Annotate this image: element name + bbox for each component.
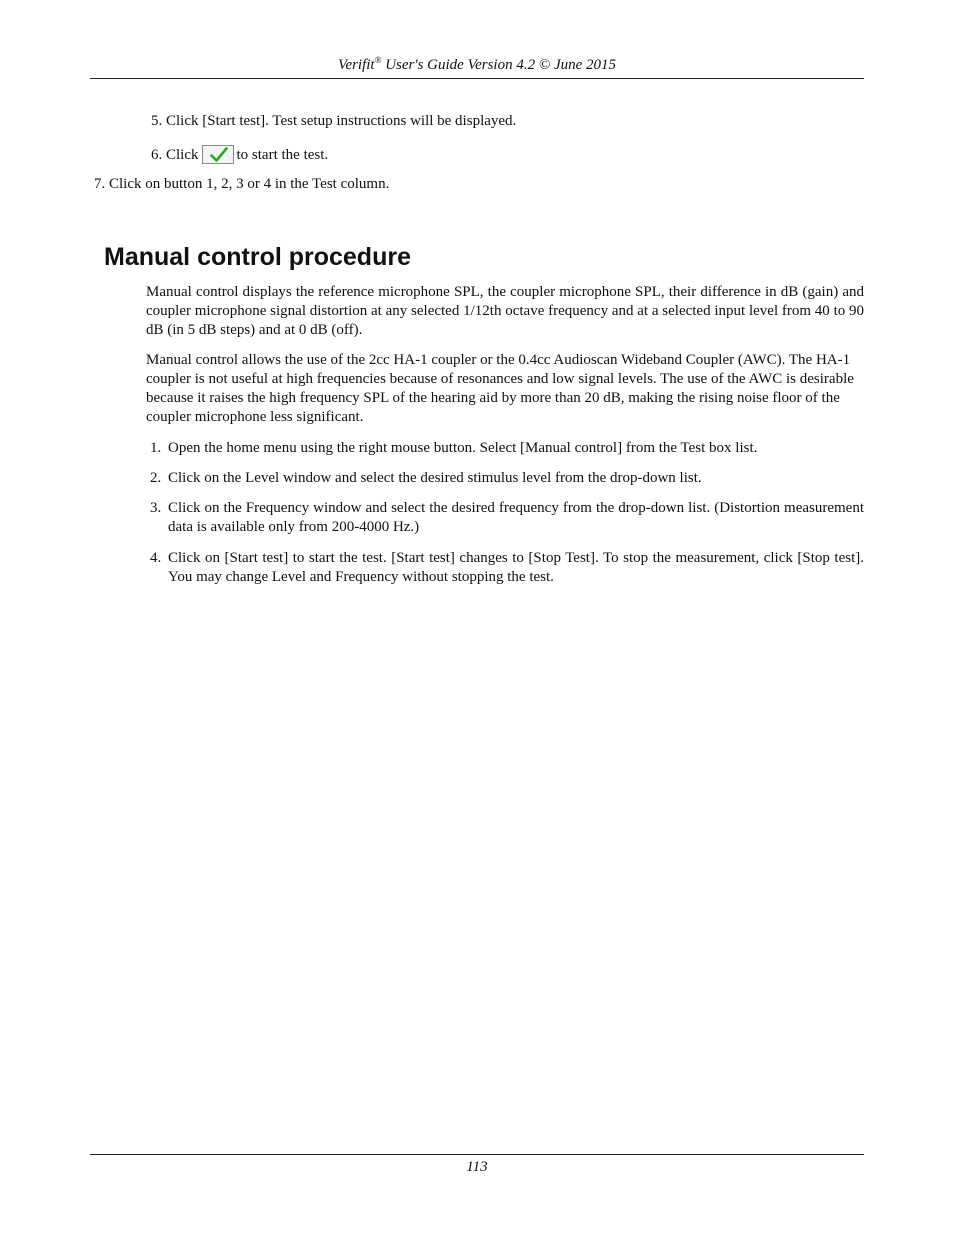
- list-text: Open the home menu using the right mouse button. Select [Manual control] from the Test box list.: [168, 440, 758, 456]
- start-test-checkmark-button[interactable]: [202, 145, 234, 164]
- step-7: [94, 175, 389, 194]
- registered-mark: ®: [374, 55, 382, 65]
- header-rule: [90, 78, 864, 79]
- list-item: [146, 439, 864, 458]
- step-text-post: to start the test.: [236, 147, 329, 163]
- footer-rule: [90, 1154, 864, 1155]
- step-number: 6.: [151, 147, 163, 163]
- list-number: 2.: [150, 470, 162, 486]
- header-brand: Verifit: [337, 57, 375, 73]
- checkmark-icon: [210, 147, 228, 163]
- page-number: 113: [466, 1159, 488, 1175]
- step-number: 5.: [151, 113, 163, 129]
- page-header: [90, 55, 864, 75]
- step-number: 7.: [94, 176, 106, 192]
- list-number: 3.: [150, 500, 162, 516]
- step-text-pre: Click: [166, 147, 199, 163]
- step-6: [151, 145, 328, 165]
- paragraph-1: Manual control displays the reference microphone SPL, the coupler microphone SPL, their difference in dB (gain) and coupler microphone signal distortion at any selected 1/12th octave frequency and at a selected input level from 40 to 90 dB (in 5 dB steps) and at 0 dB (off).: [146, 284, 864, 338]
- list-text: Click on the Frequency window and select the desired frequency from the drop-down list. (Distortion measurement data is available only from 200-4000 Hz.): [168, 500, 864, 535]
- step-5: [151, 112, 516, 131]
- header-title: User's Guide Version 4.2 © June 2015: [385, 57, 617, 73]
- list-text: Click on the Level window and select the desired stimulus level from the drop-down list.: [168, 470, 702, 486]
- list-item: [146, 469, 864, 488]
- list-text: Click on [Start test] to start the test. [Start test] changes to [Stop Test]. To stop the measurement, click [Stop test]. You may change Level and Frequency without stopping the test.: [168, 550, 864, 585]
- list-item: [146, 549, 864, 587]
- step-text: Click on button 1, 2, 3 or 4 in the Test column.: [109, 176, 390, 192]
- step-text: Click [Start test]. Test setup instructions will be displayed.: [166, 113, 517, 129]
- paragraph-2: Manual control allows the use of the 2cc HA-1 coupler or the 0.4cc Audioscan Wideband Coupler (AWC). The HA-1 coupler is not useful at high frequencies because of resonances and low signal levels. The use of the AWC is desirable because it raises the high frequency SPL of the hearing aid by more than 20 dB, making the rising noise floor of the coupler microphone less significant.: [146, 352, 854, 425]
- list-item: [146, 499, 864, 537]
- list-number: 4.: [150, 550, 162, 566]
- section-title: Manual control procedure: [104, 243, 411, 271]
- list-number: 1.: [150, 440, 162, 456]
